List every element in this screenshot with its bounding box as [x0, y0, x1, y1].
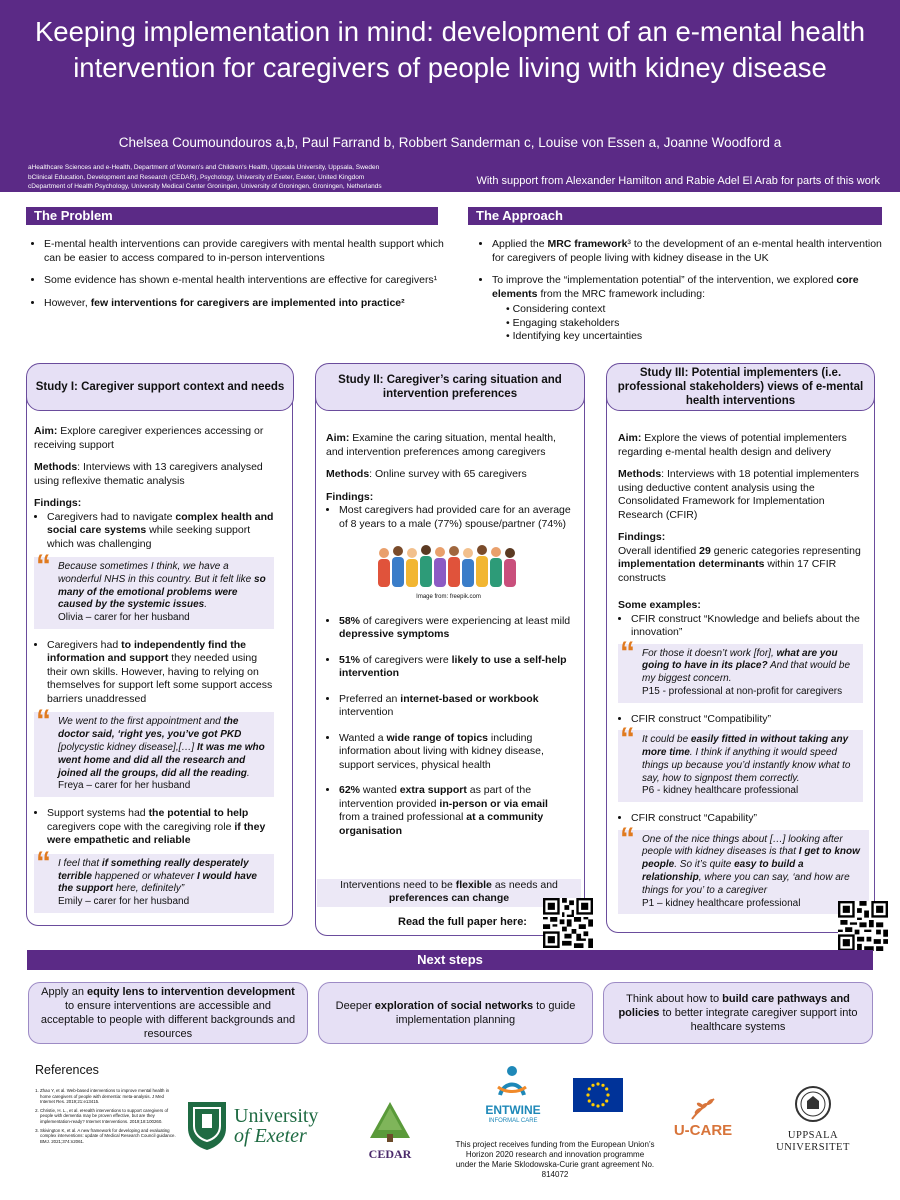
uppsala-line-2: UNIVERSITET	[776, 1142, 850, 1153]
problem-bullet-1: • E-mental health interventions can provide caregivers with mental health support which can be easier to access compared to in-person interventions	[44, 238, 449, 265]
quote-source: Freya – carer for her husband	[58, 780, 191, 792]
problem-heading: The Problem	[26, 207, 438, 225]
quote-source: P1 – kidney healthcare professional	[642, 897, 801, 909]
study1-findings	[34, 511, 274, 552]
study2-finding-3: • 51% of caregivers were likely to use a self-help intervention	[339, 654, 571, 681]
quote-mark-icon: “	[36, 549, 51, 582]
study3-title: Study III: Potential implementers (i.e. professional stakeholders) views of e-mental health interventions	[606, 363, 875, 411]
study2-title: Study II: Caregiver’s caring situation and intervention preferences	[315, 363, 585, 411]
study1-title: Study I: Caregiver support context and needs	[26, 363, 294, 411]
affiliation-a: aHealthcare Sciences and e-Health, Department of Women's and Children's Health, Uppsala University, Uppsala, Sweden	[28, 164, 380, 171]
study1-quote-3: “ I feel that if something really desperately terrible happened or whatever I would have the support here, definitely” Emily – carer for her husband	[34, 854, 274, 913]
study3-quote-1: “ For those it doesn’t work [for], what are you going to have in its place? And that would be my biggest concern. P15 - professional at non-profit for caregivers	[618, 644, 863, 703]
core-element-1: • Considering context	[506, 303, 892, 317]
study2-content	[326, 432, 571, 844]
study2-findings-label: Findings:	[326, 490, 374, 503]
next-step-1: Apply an equity lens to intervention development to ensure interventions are accessible and acceptable to people with different backgrounds and resources	[28, 982, 308, 1044]
qr-code-icon[interactable]	[543, 898, 593, 948]
study3-quote-3: “ One of the nice things about […] looking after people with kidney diseases is that I get to know people. So it’s quite easy to build a relationship, where you can say, ‘and how are things for you’ to a caregiver P1 – kidney healthcare professional	[618, 830, 869, 915]
study2-aim: Aim: Examine the caring situation, mental health, and intervention preferences among caregivers	[326, 432, 556, 458]
study1-finding-1: • Caregivers had to navigate complex health and social care systems while seeking support which was challenging	[47, 511, 274, 552]
study1-findings-3	[34, 807, 274, 848]
study2-finding-4: • Preferred an internet-based or workbook intervention	[339, 693, 571, 720]
cedar-tree-icon	[350, 1100, 430, 1142]
support-note: With support from Alexander Hamilton and Rabie Adel El Arab for parts of this work	[476, 175, 880, 187]
entwine-wordmark: ENTWINE	[485, 1103, 541, 1117]
quote-source: P15 - professional at non-profit for caregivers	[642, 685, 843, 697]
study3-aim: Aim: Explore the views of potential implementers regarding e-mental health design and delivery	[618, 432, 847, 458]
exeter-line-1: University	[234, 1105, 319, 1127]
entwine-subtitle: INFORMAL CARE	[488, 1118, 538, 1124]
uppsala-universitet-logo	[768, 1085, 858, 1165]
study1-finding-3: • Support systems had the potential to help caregivers cope with the caregiving role if they were empathetic and reliable	[47, 807, 274, 848]
study1-aim: Aim: Explore caregiver experiences accessing or receiving support	[34, 425, 264, 451]
next-step-3: Think about how to build care pathways and policies to better integrate caregiver support into healthcare systems	[603, 982, 873, 1044]
flexibility-callout: Interventions need to be flexible as needs and preferences can change	[317, 879, 581, 907]
entwine-logo	[478, 1065, 548, 1130]
funding-statement: This project receives funding from the European Union’s Horizon 2020 research and innovation programme under the Marie Sklodowska-Curie grant agreement No. 814072	[455, 1140, 655, 1179]
exeter-line-2: of Exeter	[234, 1125, 307, 1147]
read-full-paper-label: Read the full paper here:	[398, 916, 527, 928]
quote-source: Olivia – carer for her husband	[58, 612, 190, 624]
approach-heading: The Approach	[468, 207, 882, 225]
study3-construct-2: • CFIR construct “Compatibility”	[618, 713, 863, 727]
study1-finding-2: • Caregivers had to independently find the information and support they needed using their own skills. However, having to relying on themselves for support left some support access barriers unaddressed	[47, 639, 274, 707]
poster-title: Keeping implementation in mind: development of an e-mental health intervention for caregivers of people living with kidney disease	[34, 16, 866, 83]
quote-mark-icon: “	[36, 704, 51, 738]
approach-bullet-2: • To improve the “implementation potential” of the intervention, we explored core elements from the MRC framework including: • Considering context • Engaging stakeholders • Identifying key uncertainties	[492, 274, 892, 344]
study3-quote-2: “ It could be easily fitted in without taking any more time. I think if anything it would speed things up because you’d instantly know what to say, how to signpost them correctly. P6 - kidney healthcare professional	[618, 730, 863, 802]
cedar-wordmark: CEDAR	[368, 1147, 412, 1161]
study2-finding-5: • Wanted a wide range of topics including information about living with kidney disease, support services, physical health	[339, 732, 571, 773]
core-element-2: • Engaging stakeholders	[506, 317, 892, 331]
reference-list	[26, 1088, 180, 1147]
study1-findings-label: Findings:	[34, 497, 82, 509]
reference-1: 1. Zhao Y, et al. Web-based interventions to improve mental health in home caregivers of people with dementia: meta-analysis. J Med Internet Res. 2019;21:e13415.	[40, 1088, 180, 1105]
reference-2: 2. Christie, H. L., et al. eHealth interventions to support caregivers of people with dementia may be proven effective, but are they implementation-ready? Internet Interventions. 2019;18:100260.	[40, 1108, 180, 1125]
approach-bullet-1: • Applied the MRC framework³ to the development of an e-mental health intervention for caregivers of people living with kidney disease in the UK	[492, 238, 892, 265]
problem-bullet-2: • Some evidence has shown e-mental health interventions are effective for caregivers¹	[44, 274, 449, 288]
study2-methods: Methods: Online survey with 65 caregivers	[326, 468, 527, 480]
affiliation-b: bClinical Education, Development and Research (CEDAR), Psychology, University of Exeter, Exeter, United Kingdom	[28, 173, 365, 181]
university-of-exeter-logo	[186, 1098, 326, 1158]
u-care-logo	[668, 1095, 738, 1145]
core-elements-list	[492, 303, 892, 344]
study3-examples-label: Some examples:	[618, 599, 701, 611]
caregivers-crowd-illustration	[374, 539, 524, 589]
reference-3: 3. Skivington K, et al. A new framework for developing and evaluating complex interventions: update of Medical Research Council guidance. BMJ. 2021;374:n2061.	[40, 1128, 180, 1145]
uppsala-line-1: UPPSALA	[787, 1130, 839, 1141]
quote-mark-icon: “	[36, 845, 51, 879]
u-care-wordmark: U-CARE	[673, 1122, 733, 1139]
study2-findings	[326, 504, 571, 531]
study2-finding-6: • 62% wanted extra support as part of the intervention provided in-person or via email from a trained professional at a community organisation	[339, 784, 571, 838]
study3-findings: Overall identified 29 generic categories representing implementation determinants within 17 CFIR constructs	[618, 544, 861, 584]
quote-mark-icon: “	[620, 821, 635, 855]
eu-flag-icon	[573, 1078, 623, 1112]
study3-content	[618, 432, 863, 924]
author-list: Chelsea Coumoundouros a,b, Paul Farrand b, Robbert Sanderman c, Louise von Essen a, Joanne Woodford a	[118, 135, 782, 150]
study2-findings-2	[326, 615, 571, 839]
study1-findings-2	[34, 639, 274, 707]
olive-branch-icon	[688, 1095, 718, 1121]
study1-quote-2: “ We went to the first appointment and the doctor said, ‘right yes, you’ve got PKD [polycystic kidney disease],[…] It was me who went home and did all the research and joined all the groups, did all the reading. Freya – carer for her husband	[34, 712, 274, 797]
study3-construct-1: • CFIR construct “Knowledge and beliefs about the innovation”	[618, 613, 863, 640]
problem-list	[30, 238, 449, 319]
qr-code-icon[interactable]	[838, 901, 888, 951]
next-step-2: Deeper exploration of social networks to guide implementation planning	[318, 982, 593, 1044]
quote-source: Emily – carer for her husband	[58, 896, 190, 908]
core-element-3: • Identifying key uncertainties	[506, 330, 892, 344]
study2-finding-2: • 58% of caregivers were experiencing at least mild depressive symptoms	[339, 615, 571, 642]
uppsala-seal-icon	[794, 1085, 832, 1123]
study2-finding-1: • Most caregivers had provided care for an average of 8 years to a male (77%) spouse/partner (74%)	[339, 504, 571, 531]
approach-list	[478, 238, 892, 353]
exeter-crest-icon	[186, 1100, 228, 1152]
study1-content	[34, 425, 274, 923]
poster-header	[0, 0, 900, 192]
cedar-logo	[350, 1100, 430, 1161]
entwine-figure-icon	[496, 1065, 528, 1099]
study1-quote-1: “ Because sometimes I think, we have a wonderful NHS in this country. But it felt like so many of the emotional problems were caused by the systemic issues. Olivia – carer for her husband	[34, 557, 274, 629]
problem-bullet-3-prefix: However,	[44, 296, 91, 309]
quote-mark-icon: “	[620, 722, 635, 756]
study3-construct-3: • CFIR construct “Capability”	[618, 812, 863, 826]
study1-methods: Methods: Interviews with 13 caregivers analysed using reflexive thematic analysis	[34, 461, 263, 487]
quote-source: P6 - kidney healthcare professional	[642, 785, 799, 797]
affiliations	[28, 163, 382, 192]
references-heading: References	[35, 1063, 99, 1077]
problem-bullet-3-bold: few interventions for caregivers are implemented into practice²	[90, 296, 405, 309]
next-steps-heading: Next steps	[27, 950, 873, 970]
quote-mark-icon: “	[620, 635, 635, 669]
study3-methods: Methods: Interviews with 18 potential implementers using deductive content analysis using the Consolidated Framework for Implementation Research (CFIR)	[618, 468, 860, 521]
problem-bullet-3	[44, 297, 449, 311]
affiliation-c: cDepartment of Health Psychology, University Medical Center Groningen, University of Groningen, Groningen, Netherlands	[28, 183, 382, 190]
image-credit: Image from: freepik.com	[416, 594, 481, 600]
study3-findings-label: Findings:	[618, 531, 666, 543]
